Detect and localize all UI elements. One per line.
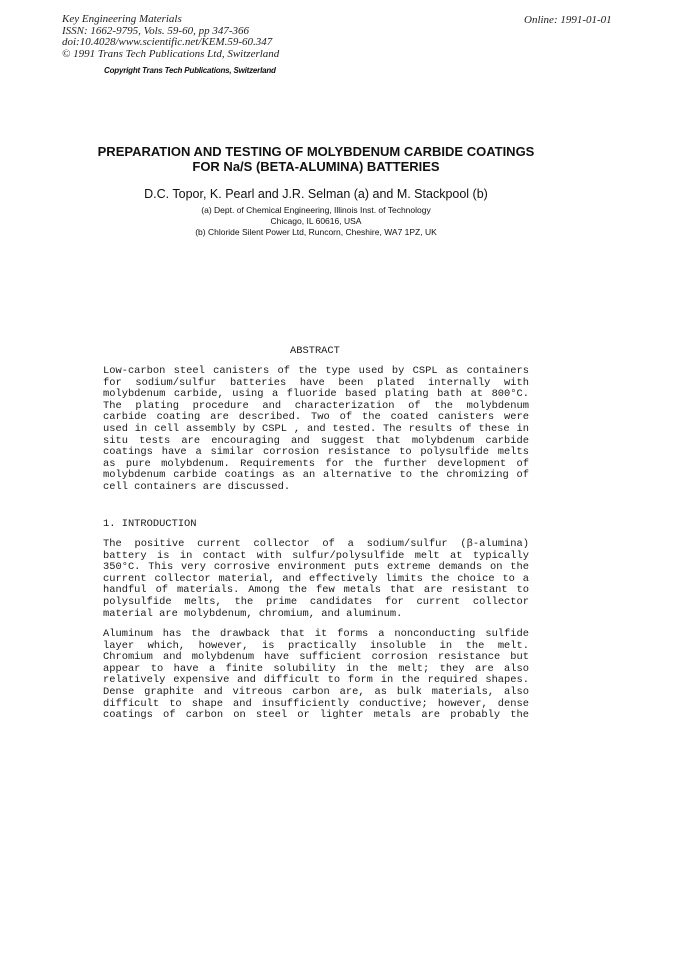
abstract-line: molybdenum carbide coatings as an alternative to the chromizing of bbox=[103, 469, 529, 482]
intro-line: appear to have a finite solubility in the melt; they are also bbox=[103, 662, 529, 675]
copyright-notice: Copyright Trans Tech Publications, Switzerland bbox=[104, 66, 276, 75]
abstract-body bbox=[103, 366, 529, 494]
affiliation-b: (b) Chloride Silent Power Ltd, Runcorn, Cheshire, WA7 1PZ, UK bbox=[195, 227, 437, 237]
abstract-line: coatings have a similar corrosion resistance to polysulfide melts bbox=[103, 446, 529, 459]
abstract-line: as pure molybdenum. Requirements for the further development of bbox=[103, 457, 529, 470]
affiliation-a-location: Chicago, IL 60616, USA bbox=[270, 216, 362, 226]
intro-line: material are molybdenum, chromium, and aluminum. bbox=[103, 607, 403, 620]
intro-line: handful of materials. Among the few metals that are resistant to bbox=[103, 584, 529, 597]
abstract-line: cell containers are discussed. bbox=[103, 480, 291, 493]
intro-line: Chromium and molybdenum have sufficient corrosion resistance but bbox=[103, 651, 529, 664]
abstract-heading: ABSTRACT bbox=[290, 345, 340, 357]
intro-line: polysulfide melts, the prime candidates for current collector bbox=[103, 595, 529, 608]
online-date: Online: 1991-01-01 bbox=[524, 14, 612, 26]
abstract-line: The plating procedure and characterization of the molybdenum bbox=[103, 399, 529, 412]
intro-line: layer which, however, is practically insoluble in the melt. bbox=[103, 639, 529, 652]
authors: D.C. Topor, K. Pearl and J.R. Selman (a) and M. Stackpool (b) bbox=[144, 187, 488, 201]
intro-line: The positive current collector of a sodium/sulfur (β-alumina) bbox=[103, 538, 529, 550]
intro-line: current collector material, and effectively limits the choice to a bbox=[103, 572, 529, 585]
abstract-line: molybdenum carbide, using a fluoride based plating bath at 800°C. bbox=[103, 388, 529, 401]
introduction-paragraph-1 bbox=[103, 539, 529, 620]
intro-line: battery is in contact with sulfur/polysulfide melt at typically bbox=[103, 549, 529, 562]
section-heading-introduction: 1. INTRODUCTION bbox=[103, 518, 197, 530]
abstract-line: used in cell assembly by CSPL , and tested. The results of these in bbox=[103, 422, 529, 435]
journal-name: Key Engineering Materials bbox=[62, 13, 182, 25]
intro-line: relatively expensive and difficult to form in the required shapes. bbox=[103, 674, 529, 687]
abstract-line: carbide coating are described. Two of the coated canisters were bbox=[103, 411, 529, 424]
intro-line: difficult to shape and insufficiently conductive; however, dense bbox=[103, 697, 529, 710]
intro-line: coatings of carbon on steel or lighter metals are probably the bbox=[103, 709, 529, 722]
abstract-line: situ tests are encouraging and suggest that molybdenum carbide bbox=[103, 434, 529, 447]
publisher-line: © 1991 Trans Tech Publications Ltd, Switzerland bbox=[62, 47, 280, 60]
affiliations bbox=[60, 205, 572, 238]
affiliation-a: (a) Dept. of Chemical Engineering, Illinois Inst. of Technology bbox=[201, 205, 431, 215]
paper-title bbox=[60, 144, 572, 174]
title-line-2: FOR Na/S (BETA-ALUMINA) BATTERIES bbox=[192, 159, 440, 174]
abstract-line: for sodium/sulfur batteries have been plated internally with bbox=[103, 376, 529, 389]
intro-line: 350°C. This very corrosive environment puts extreme demands on the bbox=[103, 561, 529, 574]
abstract-line: Low-carbon steel canisters of the type used by CSPL as containers bbox=[103, 365, 529, 377]
title-line-1: PREPARATION AND TESTING OF MOLYBDENUM CARBIDE COATINGS bbox=[97, 144, 535, 159]
doi-line: doi:10.4028/www.scientific.net/KEM.59-60.347 bbox=[62, 36, 273, 48]
journal-metadata bbox=[62, 14, 362, 60]
issn-line: ISSN: 1662-9795, Vols. 59-60, pp 347-366 bbox=[62, 24, 249, 37]
intro-line: Aluminum has the drawback that it forms a nonconducting sulfide bbox=[103, 628, 529, 640]
introduction-paragraph-2 bbox=[103, 629, 529, 722]
intro-line: Dense graphite and vitreous carbon are, as bulk materials, also bbox=[103, 685, 529, 698]
